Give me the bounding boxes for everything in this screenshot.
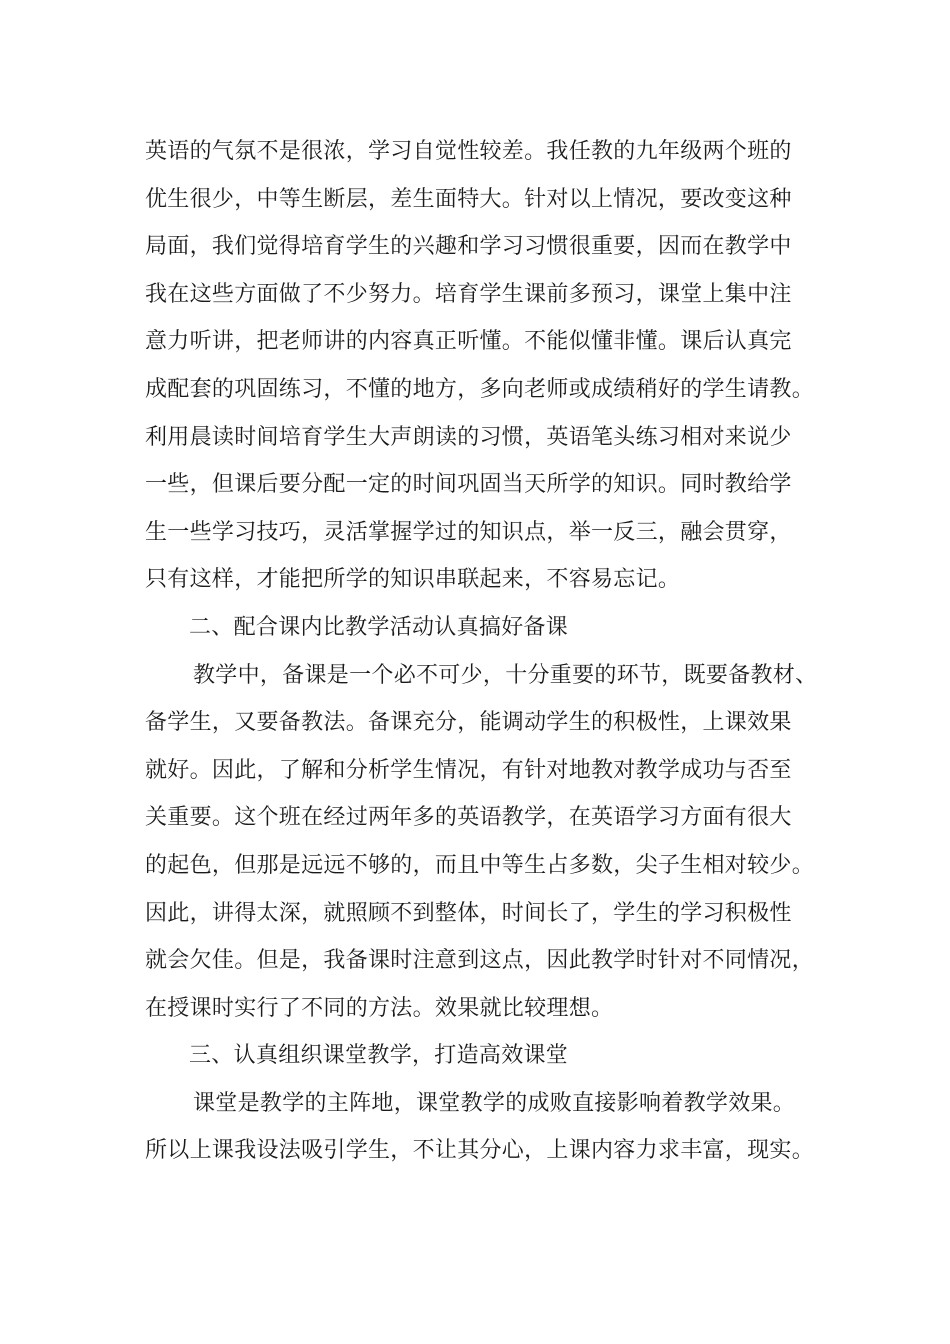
text-line: 意力听讲，把老师讲的内容真正听懂。不能似懂非懂。课后认真完 [145,329,792,355]
text-line: 在授课时实行了不同的方法。效果就比较理想。 [145,995,614,1021]
text-line: 局面，我们觉得培育学生的兴趣和学习习惯很重要，因而在教学中 [145,234,792,260]
text-line: 利用晨读时间培育学生大声朗读的习惯，英语笔头练习相对来说少 [145,424,792,450]
text-line: 我在这些方面做了不少努力。培育学生课前多预习，课堂上集中注 [145,281,792,307]
text-line: 只有这样，才能把所学的知识串联起来，不容易忘记。 [145,567,681,593]
text-line: 就好。因此，了解和分析学生情况，有针对地教对教学成功与否至 [145,757,792,783]
text-line: 备学生，又要备教法。备课充分，能调动学生的积极性，上课效果 [145,710,792,736]
section-heading: 二、配合课内比教学活动认真搞好备课 [189,614,569,640]
paragraph-first-line: 课堂是教学的主阵地，课堂教学的成败直接影响着教学效果。 [193,1090,796,1116]
section-heading: 三、认真组织课堂教学，打造高效课堂 [189,1043,569,1069]
text-line: 就会欠佳。但是，我备课时注意到这点，因此教学时针对不同情况， [145,948,815,974]
text-line: 关重要。这个班在经过两年多的英语教学，在英语学习方面有很大 [145,805,792,831]
text-line: 一些，但课后要分配一定的时间巩固当天所学的知识。同时教给学 [145,472,792,498]
paragraph-first-line: 教学中，备课是一个必不可少，十分重要的环节，既要备教材、 [193,662,818,688]
text-line: 成配套的巩固练习，不懂的地方，多向老师或成绩稍好的学生请教。 [145,376,815,402]
text-line: 英语的气氛不是很浓，学习自觉性较差。我任教的九年级两个班的 [145,139,792,164]
text-line: 的起色，但那是远远不够的，而且中等生占多数，尖子生相对较少。 [145,852,815,878]
document-body [145,128,825,1175]
text-line: 生一些学习技巧，灵活掌握学过的知识点，举一反三，融会贯穿， [145,519,792,545]
text-line: 所以上课我设法吸引学生，不让其分心，上课内容力求丰富，现实。 [145,1138,815,1164]
text-line: 因此，讲得太深，就照顾不到整体，时间长了，学生的学习积极性 [145,900,792,926]
text-line: 优生很少，中等生断层，差生面特大。针对以上情况，要改变这种 [145,186,792,212]
